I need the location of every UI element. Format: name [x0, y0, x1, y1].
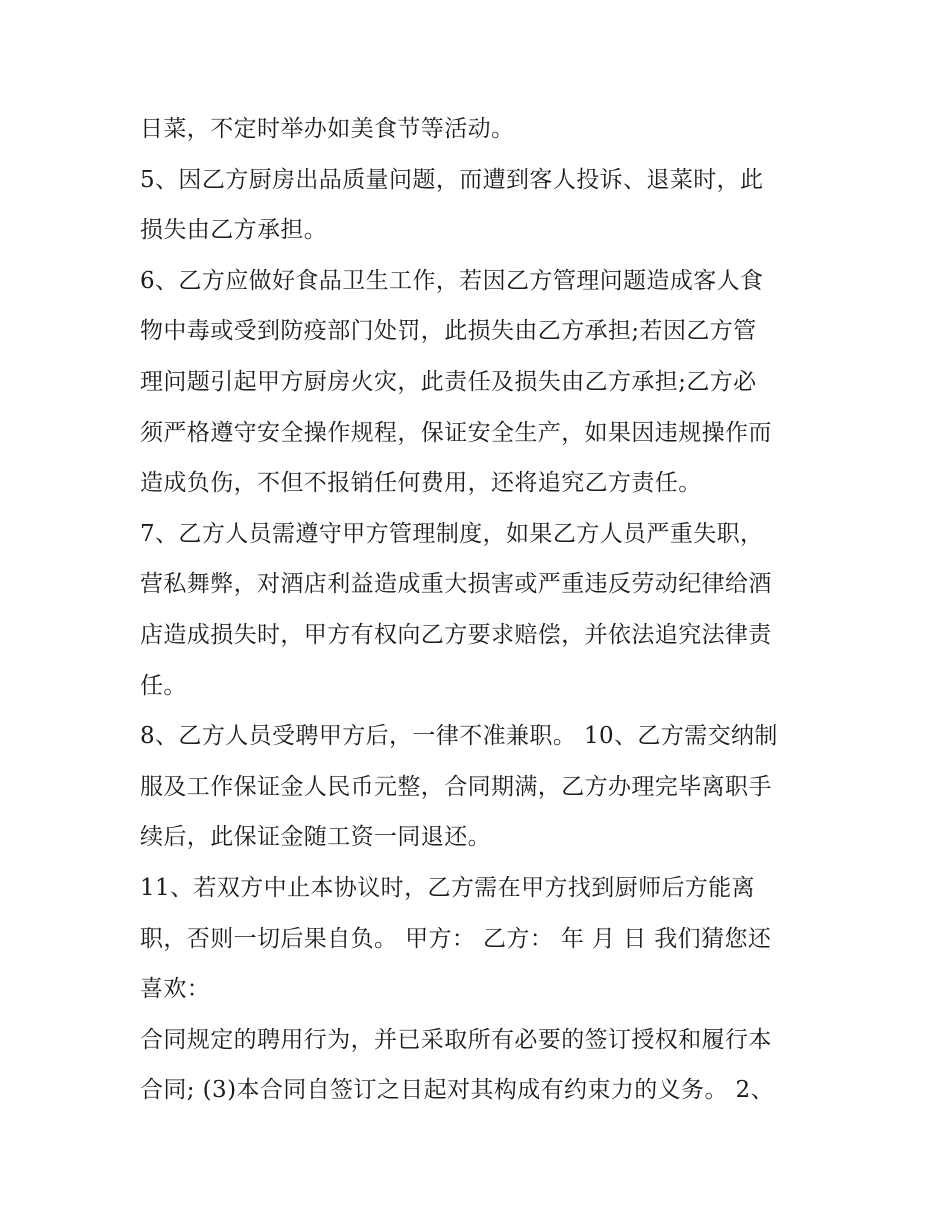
- text-line: 6、乙方应做好食品卫生工作，若因乙方管理问题造成客人食: [140, 267, 764, 294]
- text-line: 物中毒或受到防疫部门处罚，此损失由乙方承担;若因乙方管: [140, 318, 757, 345]
- text-line: 5、因乙方厨房出品质量问题，而遭到客人投诉、退菜时，此: [140, 166, 764, 193]
- text-line: 合同规定的聘用行为，并已采取所有必要的签订授权和履行本: [140, 1026, 772, 1053]
- text-line: 损失由乙方承担。: [140, 217, 328, 244]
- text-line: 7、乙方人员需遵守甲方管理制度，如果乙方人员严重失职，: [140, 520, 764, 547]
- text-line: 职，否则一切后果自负。 甲方： 乙方： 年 月 日 我们猜您还: [140, 925, 772, 952]
- text-line: 造成负伤，不但不报销任何费用，还将追究乙方责任。: [140, 470, 702, 497]
- text-line: 8、乙方人员受聘甲方后，一律不准兼职。 10、乙方需交纳制: [140, 723, 778, 750]
- text-line: 服及工作保证金人民币元整，合同期满，乙方办理完毕离职手: [140, 773, 772, 800]
- text-line: 日菜，不定时举办如美食节等活动。: [140, 116, 515, 142]
- text-line: 喜欢：: [140, 976, 211, 1003]
- document-body: [140, 104, 820, 1116]
- text-line: 续后，此保证金随工资一同退还。: [140, 824, 491, 851]
- text-line: 任。: [140, 672, 187, 699]
- text-line: 营私舞弊，对酒店利益造成重大损害或严重违反劳动纪律给酒: [140, 571, 772, 598]
- text-line: 理问题引起甲方厨房火灾，此责任及损失由乙方承担;乙方必: [140, 368, 757, 395]
- text-line: 11、若双方中止本协议时，乙方需在甲方找到厨师后方能离: [140, 874, 756, 901]
- text-line: 店造成损失时，甲方有权向乙方要求赔偿，并依法追究法律责: [140, 621, 772, 648]
- text-line: 须严格遵守安全操作规程，保证安全生产，如果因违规操作而: [140, 419, 772, 446]
- text-line: 合同; (3)本合同自签订之日起对其构成有约束力的义务。 2、: [140, 1077, 774, 1104]
